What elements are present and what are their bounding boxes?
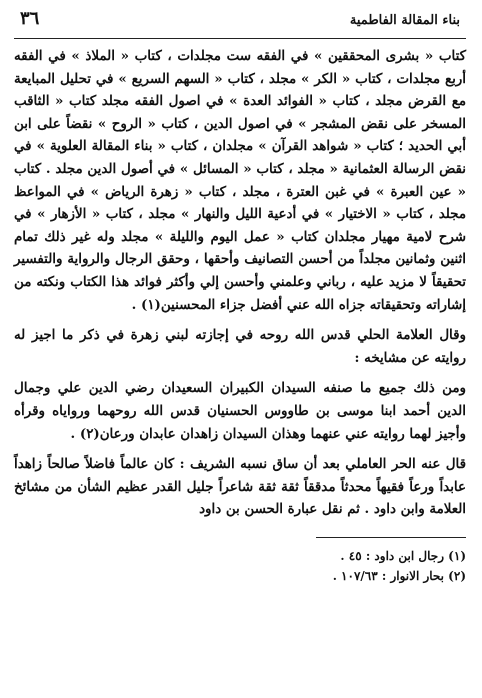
footnote-divider xyxy=(316,537,466,538)
paragraph-book-list: كتاب « بشرى المحققين » في الفقه ست مجلدات ، كتاب « الملاذ » في الفقه أربع مجلدات ، كتاب « الكر » مجلد ، كتاب « السهم السريع » في تحليل المبايعة مع القرض مجلد ، كتاب « الفوائد العدة » في اصول الفقه مجلد كتاب « الثاقب المسخر على نقض المشجر » في اصول الدين ، كتاب « الروح » نقضاً على ابن أبي الحديد ؛ كتاب « شواهد القرآن » مجلدان ، كتاب « بناء المقالة العلوية » في نقض الرسالة العثمانية « مجلد ، كتاب « المسائل » في أصول الدين مجلد . كتاب « عين العبرة » في غبن العترة ، مجلد ، كتاب « زهرة الرياض » في المواعظ مجلد ، كتاب « الاختيار » في أدعية الليل والنهار » مجلد ، كتاب « الأزهار » في شرح لامية مهيار مجلدان كتاب « عمل اليوم والليلة » مجلد وله غير ذلك تمام اثنين وثمانين مجلداً من أحسن التصانيف وأحقها ، وحقق الرجال والرواية والتفسير تحقيقاً لا مزيد عليه ، رباني وعلمني وأحسن إلي وأكثر فوائد هذا الكتاب ونكته من إشاراته وتحقيقاته جزاه الله عني أفضل جزاء المحسنين(١) . xyxy=(14,48,466,313)
running-title: بناء المقالة الفاطمية xyxy=(349,13,460,28)
paragraph-ibn-tawus: ومن ذلك جميع ما صنفه السيدان الكبيران السعيدان رضي الدين علي وجمال الدين أحمد ابنا موسى بن طاووس الحسنيان قدس الله روحهما ورواياه وقرأه وأجيز لهما روايته عني عنهما وهذان السيدان زاهدان عابدان ورعان(٢) . xyxy=(14,380,466,442)
paragraph-allama-hilli: وقال العلامة الحلي قدس الله روحه في إجازته لبني زهرة في ذكر ما اجيز له روايته عن مشايخه : xyxy=(14,327,466,366)
page-body xyxy=(14,45,466,521)
page-header xyxy=(14,8,466,39)
paragraph-hurr-amili: قال عنه الحر العاملي بعد أن ساق نسبه الشريف : كان عالماً فاضلاً صالحاً زاهداً عابداً ورعاً فقيهاً محدثاً مدققاً ثقة ثقة شاعراً جليل القدر عظيم الشأن من مشائخ العلامة وابن داود . ثم نقل عبارة الحسن بن داود xyxy=(14,456,466,518)
footnote-2: (٢) بحار الانوار : ١٠٧/٦٣ . xyxy=(332,568,466,583)
footnote-1: (١) رجال ابن داود : ٤٥ . xyxy=(340,548,466,563)
page-number: ٣٦ xyxy=(20,8,40,29)
book-page xyxy=(14,8,466,586)
